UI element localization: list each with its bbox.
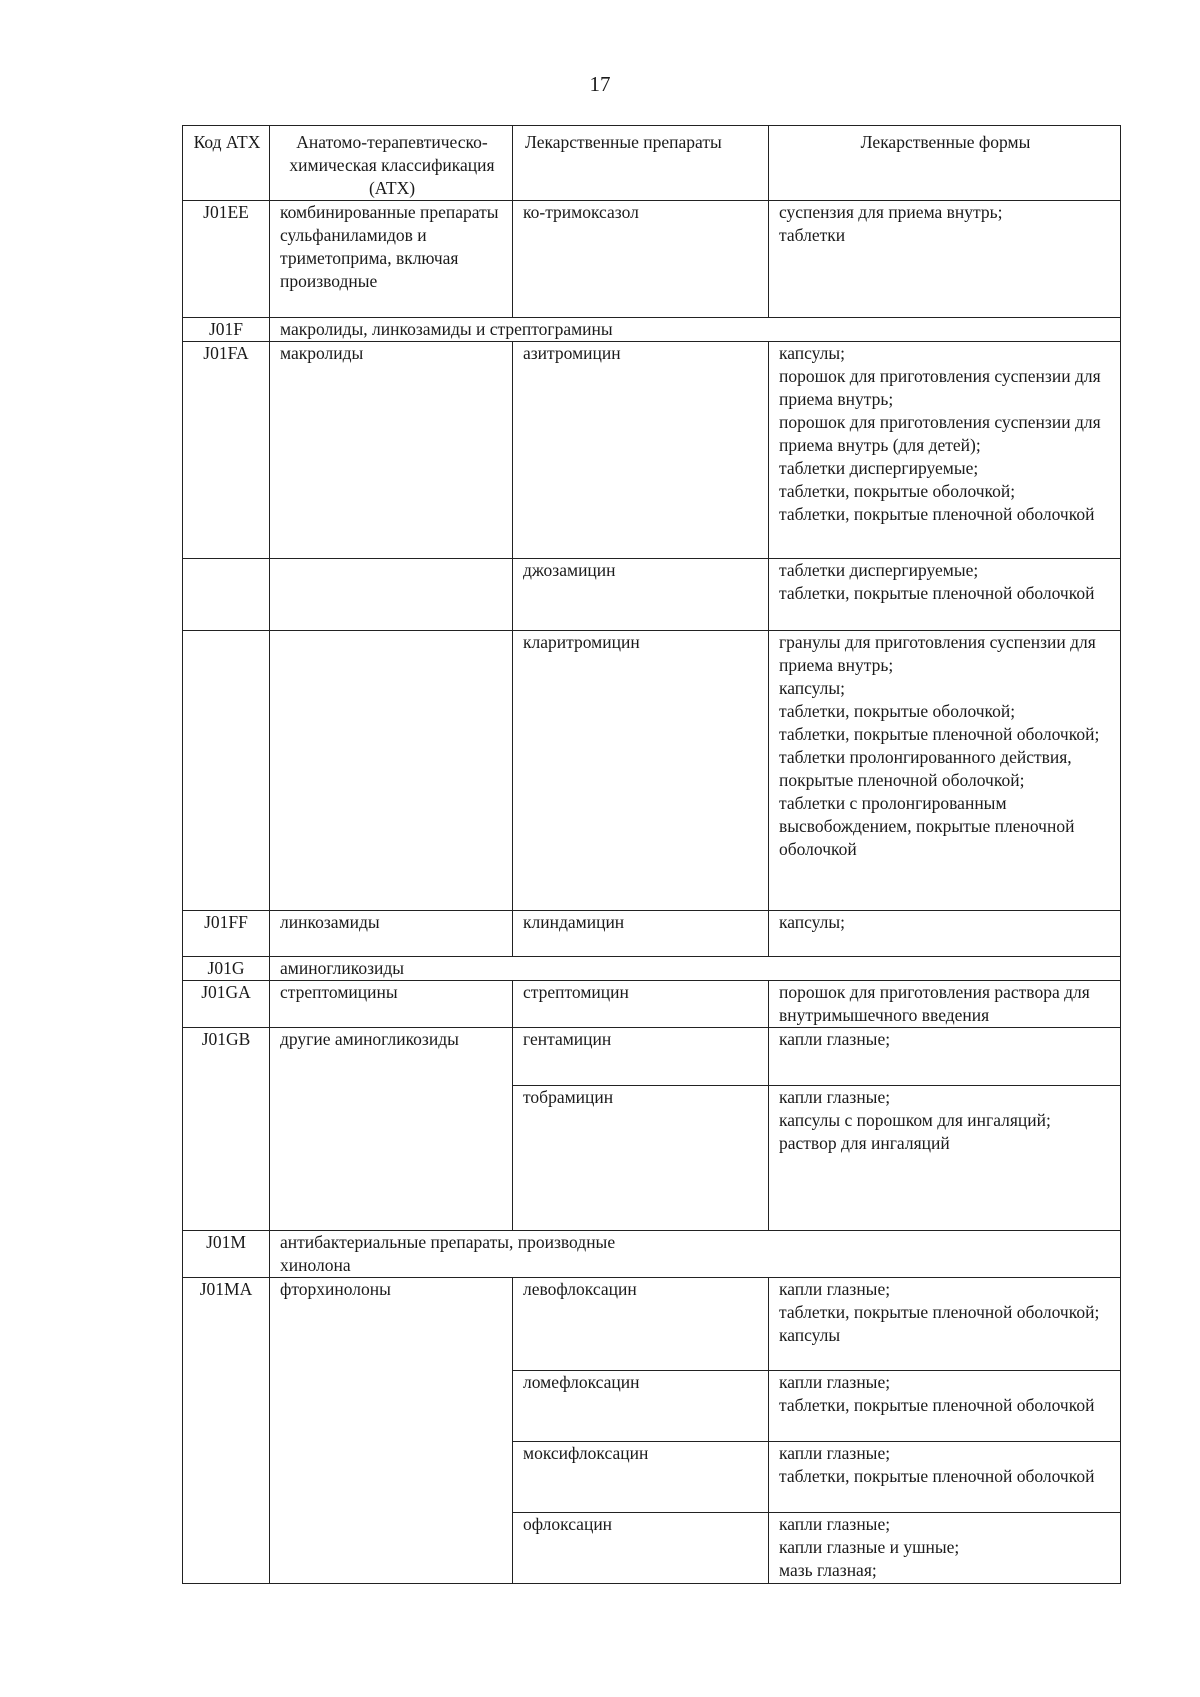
table-row [183, 559, 1121, 631]
dosage-form: порошок для приготовления суспензии для приема внутрь (для детей); [779, 412, 1101, 455]
dosage-form: капли глазные; [779, 1087, 891, 1107]
table-row [183, 201, 1121, 318]
atc-classification [270, 559, 513, 631]
dosage-form: таблетки, покрытые пленочной оболочкой [779, 1395, 1095, 1415]
table-row-group [183, 957, 1121, 981]
dosage-form: капсулы [779, 1325, 841, 1345]
dosage-form: гранулы для приготовления суспензии для приема внутрь; [779, 632, 1096, 675]
dosage-form: мазь глазная; [779, 1560, 877, 1580]
dosage-form: капсулы; [779, 678, 846, 698]
atc-classification: стрептомицины [270, 981, 513, 1028]
drug-name: клиндамицин [513, 911, 769, 957]
dosage-form: капли глазные; [779, 1514, 891, 1534]
header-classification: Анатомо-терапевтическо-химическая классификация (АТХ) [270, 126, 513, 201]
drug-name: ко-тримоксазол [513, 201, 769, 318]
dosage-form: таблетки, покрытые пленочной оболочкой; [779, 1302, 1100, 1322]
atc-classification: комбинированные препараты сульфаниламидов и триметоприма, включая производные [270, 201, 513, 318]
atc-group-classification: аминогликозиды [270, 957, 1121, 981]
dosage-form: таблетки диспергируемые; [779, 458, 979, 478]
dosage-form: порошок для приготовления суспензии для приема внутрь; [779, 366, 1101, 409]
header-code: Код АТХ [183, 126, 270, 201]
drug-name: офлоксацин [513, 1513, 769, 1584]
atc-code: J01GA [183, 981, 270, 1028]
atc-code: J01F [183, 318, 270, 342]
dosage-form: капли глазные; [779, 1029, 891, 1049]
drug-name: джозамицин [513, 559, 769, 631]
dosage-form: капли глазные; [779, 1372, 891, 1392]
dosage-forms [769, 981, 1121, 1028]
atc-code: J01FF [183, 911, 270, 957]
dosage-forms [769, 201, 1121, 318]
dosage-form: таблетки пролонгированного действия, покрытые пленочной оболочкой; [779, 747, 1072, 790]
dosage-form: капсулы с порошком для ингаляций; [779, 1110, 1051, 1130]
dosage-forms [769, 1028, 1121, 1086]
dosage-forms [769, 631, 1121, 911]
atc-code: J01MA [183, 1278, 270, 1584]
atc-classification: макролиды [270, 342, 513, 559]
atc-code [183, 559, 270, 631]
dosage-form: таблетки диспергируемые; [779, 560, 979, 580]
dosage-forms [769, 1086, 1121, 1231]
atc-classification: фторхинолоны [270, 1278, 513, 1584]
dosage-form: таблетки, покрытые пленочной оболочкой; [779, 724, 1100, 744]
table-row [183, 1278, 1121, 1371]
table-header-row [183, 126, 1121, 201]
atc-code [183, 631, 270, 911]
dosage-forms [769, 559, 1121, 631]
dosage-form: капли глазные; [779, 1279, 891, 1299]
table-row-group [183, 318, 1121, 342]
table-row [183, 1028, 1121, 1086]
table-row [183, 631, 1121, 911]
drug-name: стрептомицин [513, 981, 769, 1028]
dosage-form: капли глазные; [779, 1443, 891, 1463]
drug-name: кларитромицин [513, 631, 769, 911]
dosage-form: таблетки [779, 225, 846, 245]
dosage-form: таблетки, покрытые оболочкой; [779, 701, 1016, 721]
atc-code: J01FA [183, 342, 270, 559]
dosage-form: капсулы; [779, 912, 846, 932]
atc-group-classification: макролиды, линкозамиды и стрептограмины [270, 318, 1121, 342]
header-forms: Лекарственные формы [769, 126, 1121, 201]
dosage-form: таблетки, покрытые пленочной оболочкой [779, 1466, 1095, 1486]
drug-name: азитромицин [513, 342, 769, 559]
dosage-form: таблетки с пролонгированным высвобождением, покрытые пленочной оболочкой [779, 793, 1075, 859]
dosage-form: таблетки, покрытые пленочной оболочкой [779, 504, 1095, 524]
atc-classification: линкозамиды [270, 911, 513, 957]
table-row [183, 911, 1121, 957]
atc-code: J01EE [183, 201, 270, 318]
dosage-form: капли глазные и ушные; [779, 1537, 960, 1557]
table-row [183, 981, 1121, 1028]
dosage-forms [769, 342, 1121, 559]
dosage-forms [769, 1513, 1121, 1584]
atc-group-classification-text: антибактериальные препараты, производные хинолона [280, 1232, 616, 1275]
atc-classification: другие аминогликозиды [270, 1028, 513, 1231]
table-row-group [183, 1231, 1121, 1278]
drug-name: ломефлоксацин [513, 1371, 769, 1442]
dosage-form: таблетки, покрытые оболочкой; [779, 481, 1016, 501]
dosage-form: таблетки, покрытые пленочной оболочкой [779, 583, 1095, 603]
drug-name: тобрамицин [513, 1086, 769, 1231]
atc-drug-table [182, 125, 1121, 1584]
page-number: 17 [589, 72, 611, 96]
dosage-form: капсулы; [779, 343, 846, 363]
atc-code: J01G [183, 957, 270, 981]
atc-code: J01GB [183, 1028, 270, 1231]
header-drugs: Лекарственные препараты [513, 126, 769, 201]
atc-group-classification [270, 1231, 1121, 1278]
dosage-form: суспензия для приема внутрь; [779, 202, 1003, 222]
dosage-forms [769, 1278, 1121, 1371]
dosage-form: раствор для ингаляций [779, 1133, 950, 1153]
drug-name: гентамицин [513, 1028, 769, 1086]
dosage-forms [769, 1442, 1121, 1513]
dosage-forms [769, 911, 1121, 957]
atc-code: J01M [183, 1231, 270, 1278]
drug-name: моксифлоксацин [513, 1442, 769, 1513]
dosage-form: порошок для приготовления раствора для внутримышечного введения [779, 982, 1090, 1025]
drug-name: левофлоксацин [513, 1278, 769, 1371]
dosage-forms [769, 1371, 1121, 1442]
table-row [183, 342, 1121, 559]
atc-classification [270, 631, 513, 911]
